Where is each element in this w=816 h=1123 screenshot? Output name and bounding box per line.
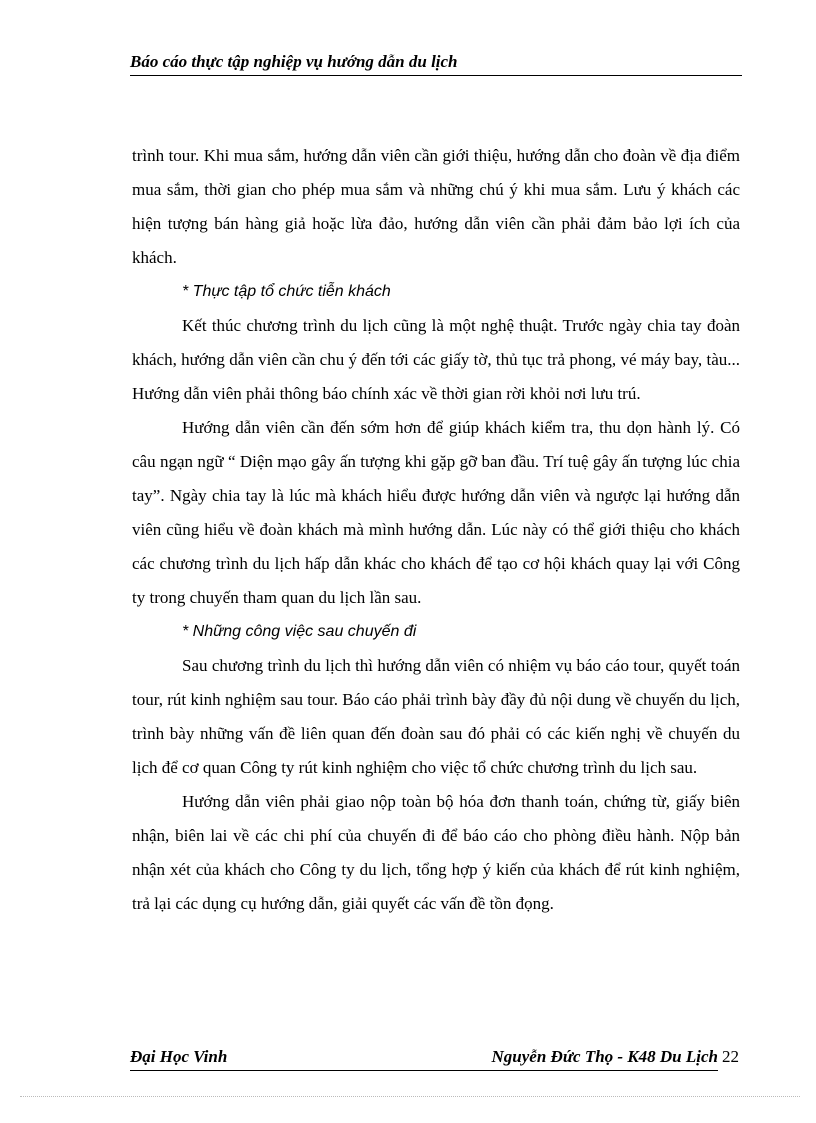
section-heading-farewell: * Thực tập tổ chức tiễn khách	[182, 283, 391, 300]
page-edge-divider	[20, 1096, 800, 1097]
page-body	[132, 139, 740, 921]
page-footer	[130, 1044, 742, 1072]
paragraph-farewell-intro: Kết thúc chương trình du lịch cũng là một nghệ thuật. Trước ngày chia tay đoàn khách, hướng dẫn viên cần chu ý đến tới các giấy tờ, thủ tục trả phong, vé máy bay, tàu... Hướng dẫn viên phải thông báo chính xác về thời gian rời khỏi nơi lưu trú.	[132, 316, 740, 403]
footer-university: Đại Học Vinh	[130, 1047, 228, 1066]
paragraph-shopping: trình tour. Khi mua sắm, hướng dẫn viên cần giới thiệu, hướng dẫn cho đoàn về địa điểm mua sắm, thời gian cho phép mua sắm và những chú ý khi mua sắm. Lưu ý khách các hiện tượng bán hàng giả hoặc lừa đảo, hướng dẫn viên cần phải đảm bảo lợi ích của khách.	[132, 146, 740, 267]
section-heading-after-trip: * Những công việc sau chuyến đi	[182, 623, 417, 640]
page-header: Báo cáo thực tập nghiệp vụ hướng dẫn du lịch	[130, 50, 742, 76]
paragraph-tour-report: Sau chương trình du lịch thì hướng dẫn viên có nhiệm vụ báo cáo tour, quyết toán tour, rút kinh nghiệm sau tour. Báo cáo phải trình bày đầy đủ nội dung về chuyến du lịch, trình bày những vấn đề liên quan đến đoàn sau đó phải có các kiến nghị về chuyến du lịch để cơ quan Công ty rút kinh nghiệm cho việc tổ chức chương trình du lịch sau.	[132, 656, 740, 777]
paragraph-settlement: Hướng dẫn viên phải giao nộp toàn bộ hóa đơn thanh toán, chứng từ, giấy biên nhận, biên lai về các chi phí của chuyến đi để báo cáo cho phòng điều hành. Nộp bản nhận xét của khách cho Công ty du lịch, tổng hợp ý kiến của khách để rút kinh nghiệm, trả lại các dụng cụ hướng dẫn, giải quyết các vấn đề tồn đọng.	[132, 792, 740, 913]
footer-rule	[130, 1070, 718, 1071]
footer-author: Nguyễn Đức Thọ - K48 Du Lịch	[491, 1047, 718, 1066]
page-number: 22	[722, 1047, 739, 1066]
paragraph-farewell-detail: Hướng dẫn viên cần đến sớm hơn để giúp khách kiểm tra, thu dọn hành lý. Có câu ngạn ngữ “ Diện mạo gây ấn tượng khi gặp gỡ ban đầu. Trí tuệ gây ấn tượng lúc chia tay”. Ngày chia tay là lúc mà khách hiểu được hướng dẫn viên và ngược lại hướng dẫn viên cũng hiểu về đoàn khách mà mình hướng dẫn. Lúc này có thể giới thiệu cho khách các chương trình du lịch hấp dẫn khác cho khách để tạo cơ hội khách quay lại với Công ty trong chuyến tham quan du lịch lần sau.	[132, 418, 740, 607]
